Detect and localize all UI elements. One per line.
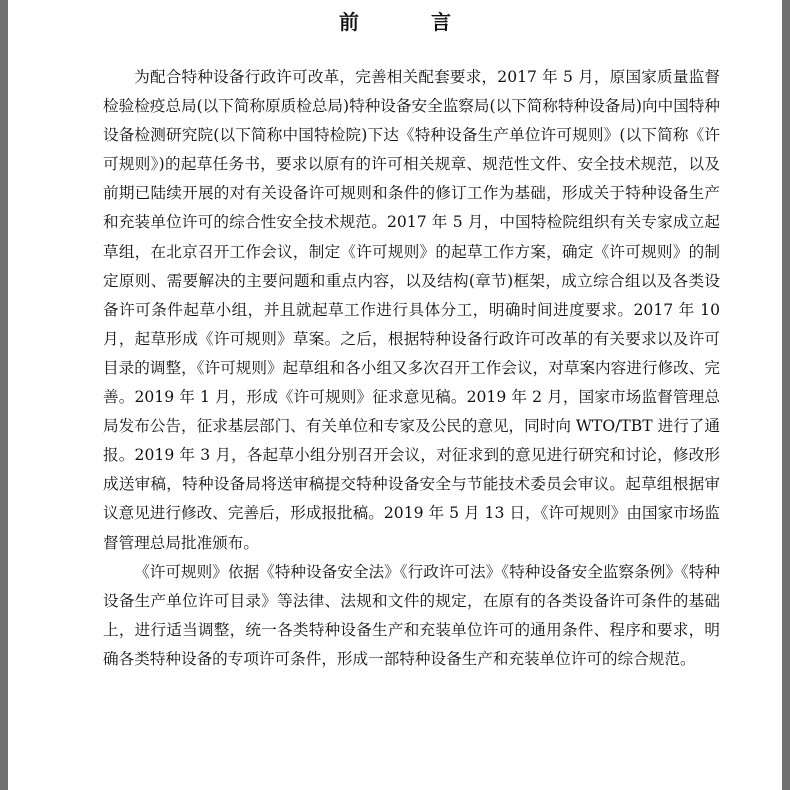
paragraph-2: 《许可规则》依据《特种设备安全法》《行政许可法》《特种设备安全监察条例》《特种设备生产单位许可目录》等法律、法规和文件的规定，在原有的各类设备许可条件的基础上，进行适当调整，统一各类特种设备生产和充装单位许可的通用条件、程序和要求，明确各类特种设备的专项许可条件，形成一部特种设备生产和充装单位许可的综合规范。 bbox=[103, 562, 720, 668]
paragraph-1: 为配合特种设备行政许可改革，完善相关配套要求，2017 年 5 月，原国家质量监督检验检疫总局(以下简称原质检总局)特种设备安全监察局(以下简称特种设备局)向中国特种设备检测研究院(以下简称中国特检院)下达《特种设备生产单位许可规则》(以下简称《许可规则》)的起草任务书，要求以原有的许可相关规章、规范性文件、安全技术规范，以及前期已陆续开展的对有关设备许可规则和条件的修订工作为基础，形成关于特种设备生产和充装单位许可的综合性安全技术规范。2017 年 5 月，中国特检院组织有关专家成立起草组，在北京召开工作会议，制定《许可规则》的起草工作方案，确定《许可规则》的制定原则、需要解决的主要问题和重点内容，以及结构(章节)框架，成立综合组以及各类设备许可条件起草小组，并且就起草工作进行具体分工，明确时间进度要求。2017 年 10 月，起草形成《许可规则》草案。之后，根据特种设备行政许可改革的有关要求以及许可目录的调整，《许可规则》起草组和各小组又多次召开工作会议，对草案内容进行修改、完善。2019 年 1 月，形成《许可规则》征求意见稿。2019 年 2 月，国家市场监督管理总局发布公告，征求基层部门、有关单位和专家及公民的意见，同时向 WTO/TBT 进行了通报。2019 年 3 月，各起草小组分别召开会议，对征求到的意见进行研究和讨论，修改形成送审稿，特种设备局将送审稿提交特种设备安全与节能技术委员会审议。起草组根据审议意见进行修改、完善后，形成报批稿。2019 年 5 月 13 日，《许可规则》由国家市场监督管理总局批准颁布。 bbox=[103, 68, 720, 552]
page-title: 前 言 bbox=[339, 10, 477, 34]
document-body bbox=[103, 63, 720, 674]
